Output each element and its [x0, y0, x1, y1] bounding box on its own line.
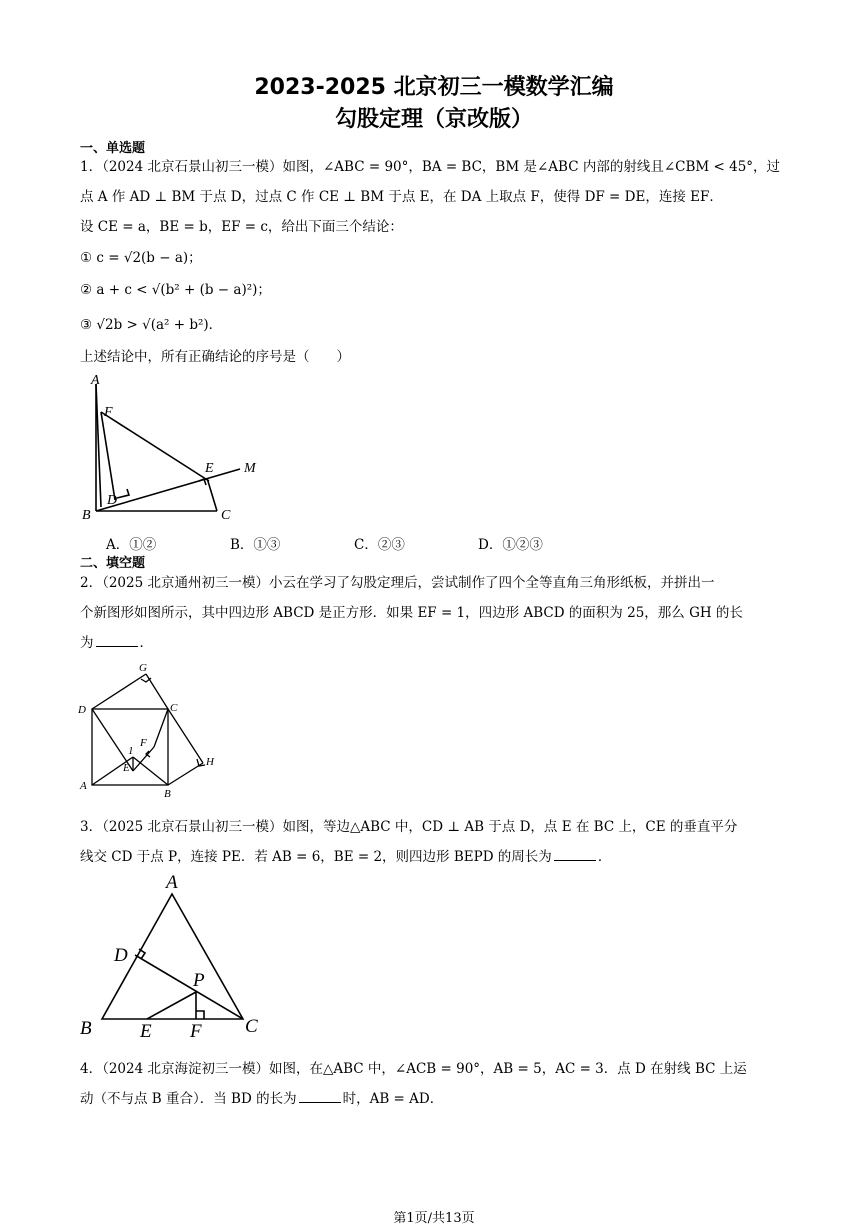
q4-answer-blank[interactable] [299, 1090, 341, 1103]
q2-line3-pre: 为 [80, 635, 94, 651]
q1-label-E: E [205, 461, 214, 476]
q3-label-P: P [193, 970, 205, 991]
q2-label-C: C [170, 702, 178, 714]
q2-label-H: H [206, 756, 214, 768]
q1-label-A: A [91, 373, 100, 388]
q2-label-F: F [140, 737, 147, 749]
q2-label-D: D [78, 704, 86, 716]
q1-label-D: D [107, 493, 118, 508]
q3-label-F: F [190, 1021, 202, 1040]
q2-label-1: 1 [128, 745, 134, 757]
q3-label-A: A [166, 872, 178, 893]
q2-answer-blank[interactable] [96, 634, 138, 647]
q3-label-D: D [114, 945, 128, 966]
q1-ask: 上述结论中，所有正确结论的序号是（ ） [80, 349, 350, 365]
page-subtitle: 勾股定理（京改版） [334, 107, 533, 132]
page-title: 2023-2025 北京初三一模数学汇编 [254, 75, 614, 100]
q2-label-E: E [123, 762, 130, 774]
q4-line1: 4．（2024 北京海淀初三一模）如图，在△ABC 中，∠ACB = 90°，AB = 5，AC = 3．点 D 在射线 BC 上运 [80, 1061, 747, 1077]
q1-conclusion-2: ② a + c < √(b² + (b − a)²)； [80, 282, 271, 298]
q2-line1: 2．（2025 北京通州初三一模）小云在学习了勾股定理后，尝试制作了四个全等直角三角形纸板，并拼出一 [80, 575, 715, 591]
q3-line2-post: ． [597, 849, 612, 865]
q3-figure [76, 868, 276, 1040]
q4-line2-post: 时，AB = AD． [342, 1091, 444, 1107]
q1-line2: 点 A 作 AD ⊥ BM 于点 D，过点 C 作 CE ⊥ BM 于点 E，在 DA 上取点 F，使得 DF = DE，连接 EF． [80, 189, 723, 205]
q3-label-C: C [245, 1016, 258, 1037]
q1-label-B: B [82, 508, 91, 523]
q1-option-b[interactable]: B．①③ [230, 537, 281, 553]
q1-label-M: M [244, 461, 256, 476]
q1-option-d[interactable]: D．①②③ [478, 537, 543, 553]
q1-figure [80, 368, 270, 528]
q1-line3: 设 CE = a，BE = b，EF = c，给出下面三个结论： [80, 219, 403, 235]
q3-line1: 3．（2025 北京石景山初三一模）如图，等边△ABC 中，CD ⊥ AB 于点 D，点 E 在 BC 上，CE 的垂直平分 [80, 819, 738, 835]
q1-option-a[interactable]: A．①② [106, 537, 157, 553]
q1-label-F: F [104, 405, 113, 420]
q2-line2: 个新图形如图所示，其中四边形 ABCD 是正方形．如果 EF = 1，四边形 ABCD 的面积为 25，那么 GH 的长 [80, 605, 743, 621]
q2-label-G: G [139, 662, 147, 674]
q4-line2 [80, 1087, 443, 1107]
q3-label-B: B [80, 1018, 92, 1039]
q3-line2 [80, 845, 611, 865]
page-footer: 第1页/共13页 [393, 1211, 475, 1226]
q3-line2-pre: 线交 CD 于点 P，连接 PE．若 AB = 6，BE = 2，则四边形 BEPD 的周长为 [80, 849, 552, 865]
q2-label-B: B [164, 788, 171, 800]
q1-label-C: C [221, 508, 231, 523]
q1-line1: 1．（2024 北京石景山初三一模）如图，∠ABC = 90°，BA = BC，BM 是∠ABC 内部的射线且∠CBM < 45°，过 [80, 159, 781, 175]
q3-label-E: E [140, 1021, 152, 1040]
q2-label-A: A [80, 780, 87, 792]
q2-figure [76, 658, 226, 800]
section-heading-fill-blank: 二、填空题 [80, 556, 146, 571]
q1-conclusion-1: ① c = √2(b − a)； [80, 250, 202, 266]
q1-conclusion-3: ③ √2b > √(a² + b²)． [80, 317, 223, 333]
q4-line2-pre: 动（不与点 B 重合）．当 BD 的长为 [80, 1091, 297, 1107]
q2-line3 [80, 631, 153, 651]
section-heading-single-choice: 一、单选题 [80, 141, 146, 156]
q1-option-c[interactable]: C．②③ [354, 537, 405, 553]
q3-answer-blank[interactable] [554, 848, 596, 861]
q2-line3-post: ． [139, 635, 153, 651]
